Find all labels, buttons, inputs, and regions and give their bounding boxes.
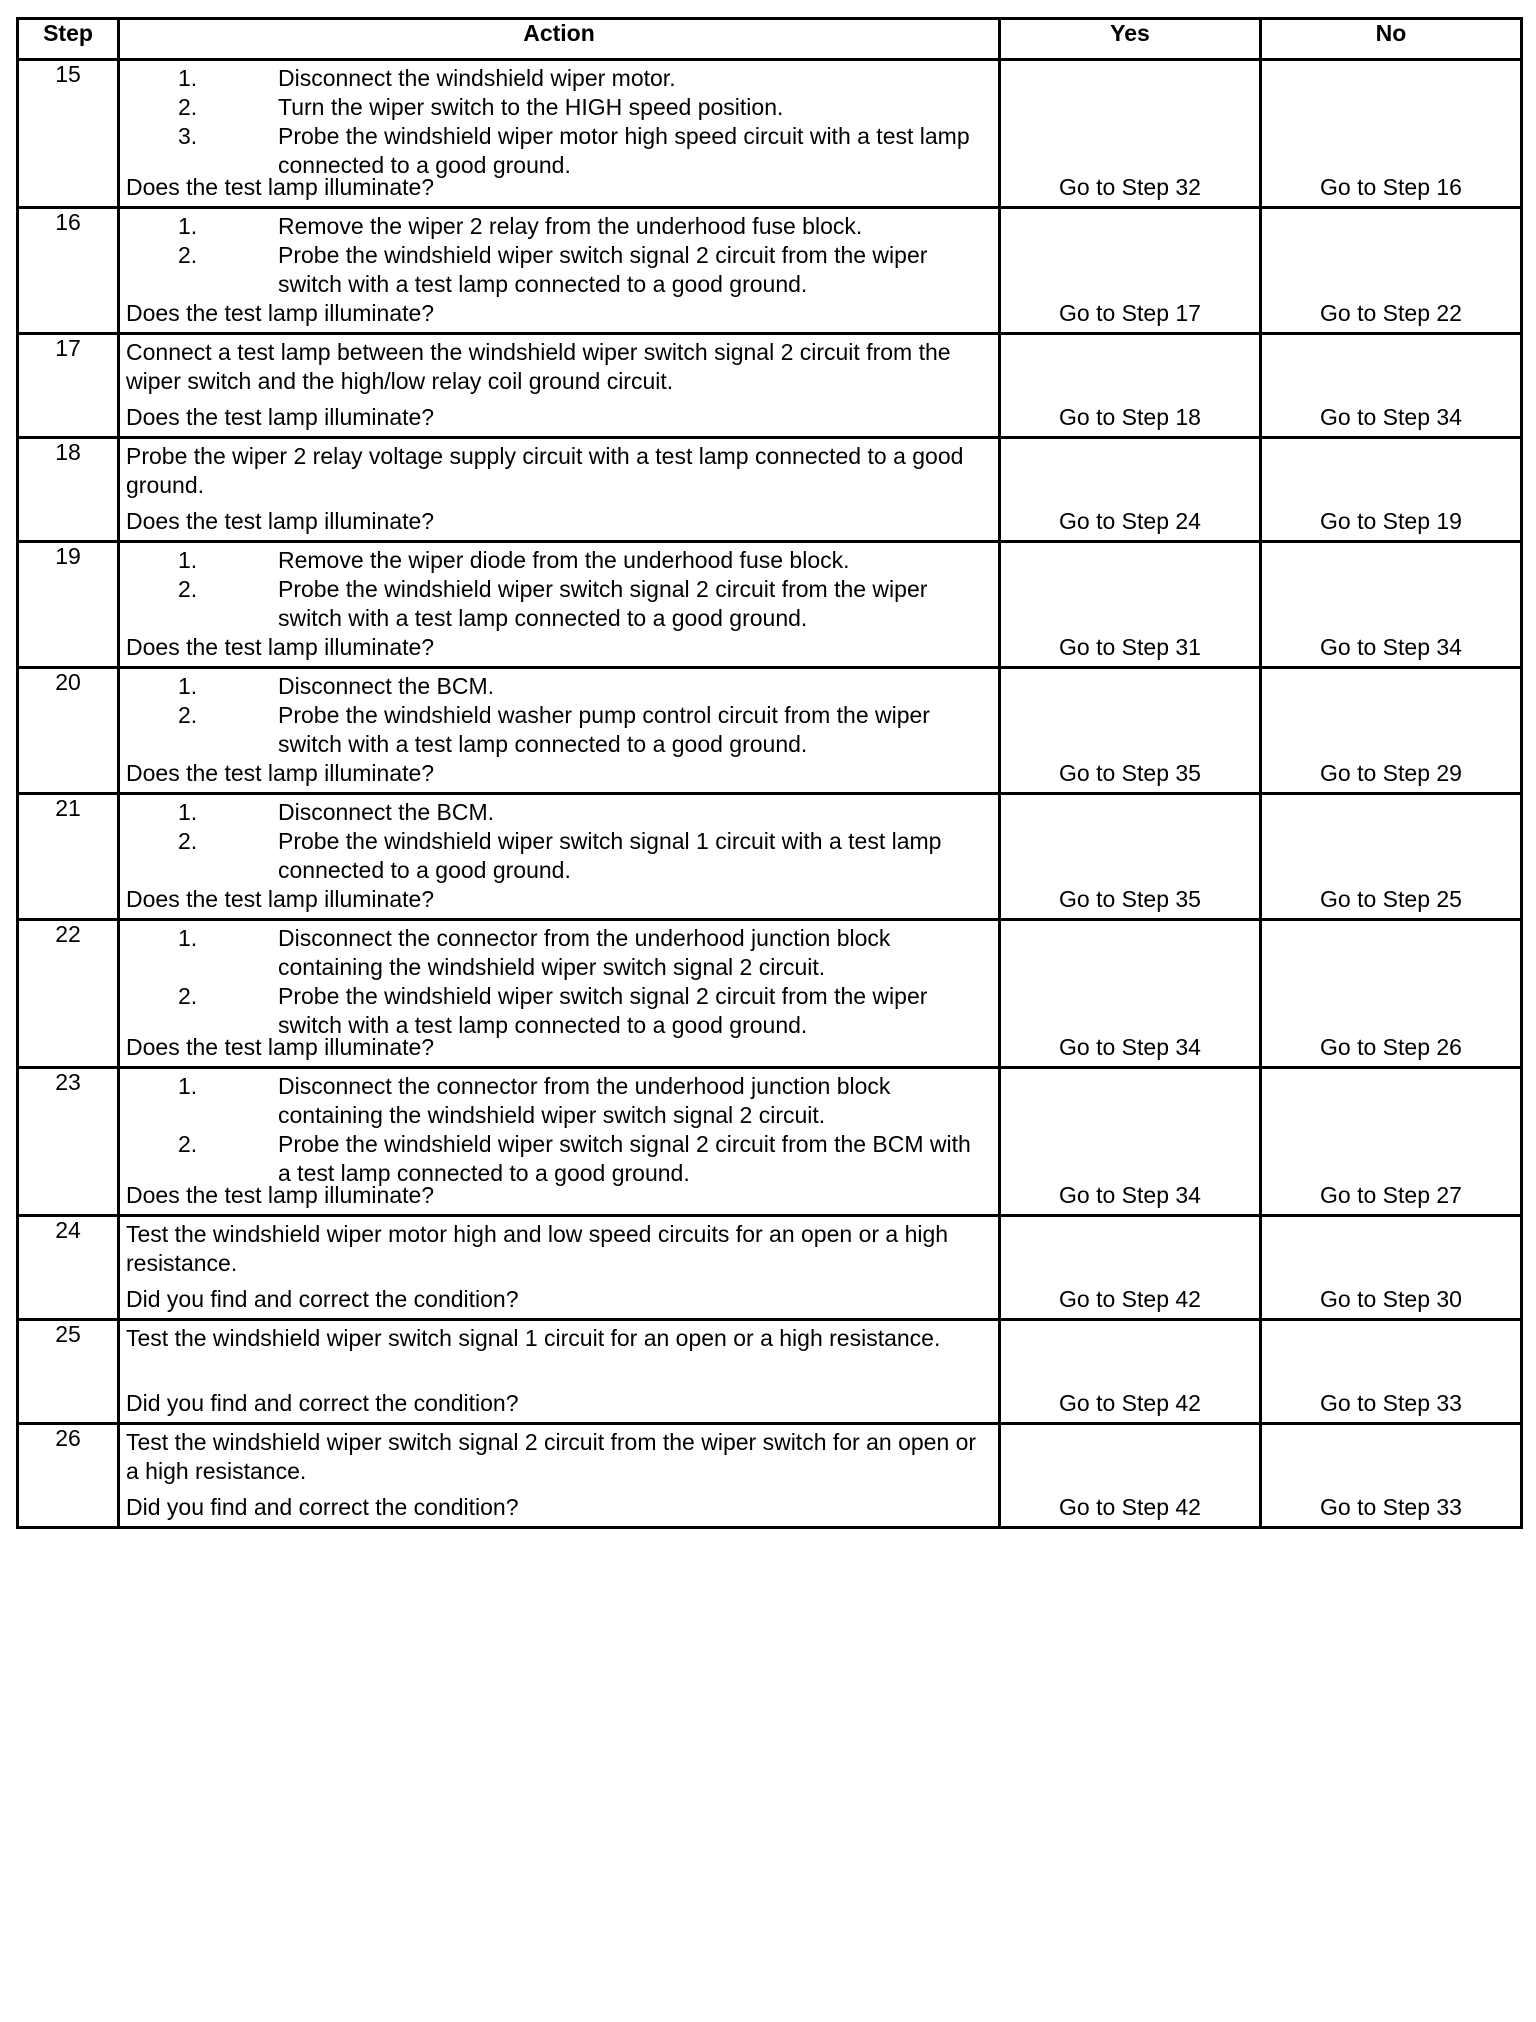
action-step-text: Probe the windshield wiper switch signal 2 circuit from the wiper switch with a test lamp connected to a good ground. <box>278 983 928 1038</box>
action-step-number: 2. <box>178 983 198 1009</box>
table-body <box>18 60 1522 1528</box>
action-step <box>126 546 988 575</box>
table-row <box>18 542 1522 668</box>
step-number: 22 <box>18 920 119 1068</box>
action-step <box>126 1130 988 1188</box>
action-cell <box>119 542 1000 668</box>
action-step-list <box>126 798 988 885</box>
header-step: Step <box>18 19 119 60</box>
action-content <box>120 1069 998 1214</box>
action-content <box>120 795 998 918</box>
action-step-list <box>126 64 988 180</box>
no-result: Go to Step 34 <box>1320 404 1462 430</box>
step-number: 16 <box>18 208 119 334</box>
yes-result: Go to Step 17 <box>1059 300 1201 326</box>
action-text: Connect a test lamp between the windshield wiper switch signal 2 circuit from the wiper switch and the high/low relay coil ground circuit. <box>126 339 951 394</box>
yes-cell <box>1000 60 1261 208</box>
action-step-text: Remove the wiper diode from the underhood fuse block. <box>278 547 850 573</box>
yes-cell <box>1000 542 1261 668</box>
action-question: Does the test lamp illuminate? <box>126 886 435 912</box>
no-result: Go to Step 26 <box>1320 1034 1462 1060</box>
action-step-number: 1. <box>178 65 198 91</box>
action-cell <box>119 1320 1000 1424</box>
action-content <box>120 543 998 666</box>
no-cell <box>1261 1216 1522 1320</box>
yes-result: Go to Step 35 <box>1059 760 1201 786</box>
action-step <box>126 93 988 122</box>
yes-cell <box>1000 794 1261 920</box>
action-cell <box>119 60 1000 208</box>
step-number: 18 <box>18 438 119 542</box>
action-step <box>126 672 988 701</box>
yes-result: Go to Step 42 <box>1059 1494 1201 1520</box>
yes-cell <box>1000 1216 1261 1320</box>
yes-cell <box>1000 438 1261 542</box>
action-step <box>126 827 988 885</box>
action-step <box>126 982 988 1040</box>
action-step-text: Probe the windshield wiper motor high speed circuit with a test lamp connected to a good ground. <box>278 123 970 178</box>
header-action: Action <box>119 19 1000 60</box>
no-result: Go to Step 19 <box>1320 508 1462 534</box>
action-content <box>120 61 998 206</box>
no-cell <box>1261 668 1522 794</box>
yes-result: Go to Step 24 <box>1059 508 1201 534</box>
action-step-text: Disconnect the BCM. <box>278 799 495 825</box>
action-step-number: 1. <box>178 1073 198 1099</box>
action-step <box>126 122 988 180</box>
action-question: Does the test lamp illuminate? <box>126 508 435 534</box>
action-cell <box>119 1216 1000 1320</box>
action-text: Test the windshield wiper motor high and low speed circuits for an open or a high resistance. <box>126 1221 949 1276</box>
step-number: 20 <box>18 668 119 794</box>
action-step <box>126 701 988 759</box>
action-cell <box>119 920 1000 1068</box>
action-content <box>120 669 998 792</box>
table-row <box>18 1068 1522 1216</box>
action-cell <box>119 1424 1000 1528</box>
no-result: Go to Step 29 <box>1320 760 1462 786</box>
action-step-number: 2. <box>178 242 198 268</box>
yes-cell <box>1000 668 1261 794</box>
table-row <box>18 1216 1522 1320</box>
action-step-text: Probe the windshield wiper switch signal 1 circuit with a test lamp connected to a good ground. <box>278 828 942 883</box>
table-row <box>18 794 1522 920</box>
action-content <box>120 1217 998 1318</box>
action-question: Does the test lamp illuminate? <box>126 1182 435 1208</box>
no-result: Go to Step 16 <box>1320 174 1462 200</box>
action-step-list <box>126 212 988 299</box>
action-step <box>126 241 988 299</box>
header-row <box>18 19 1522 60</box>
action-step-number: 2. <box>178 1131 198 1157</box>
action-step-text: Disconnect the BCM. <box>278 673 495 699</box>
table-row <box>18 1320 1522 1424</box>
action-step-list <box>126 924 988 1040</box>
step-number: 21 <box>18 794 119 920</box>
no-result: Go to Step 33 <box>1320 1390 1462 1416</box>
action-content <box>120 335 998 436</box>
yes-result: Go to Step 31 <box>1059 634 1201 660</box>
yes-cell <box>1000 920 1261 1068</box>
action-step-text: Probe the windshield wiper switch signal 2 circuit from the wiper switch with a test lamp connected to a good ground. <box>278 576 928 631</box>
action-question: Did you find and correct the condition? <box>126 1390 519 1416</box>
action-step-number: 2. <box>178 576 198 602</box>
action-step-text: Probe the windshield washer pump control circuit from the wiper switch with a test lamp connected to a good ground. <box>278 702 930 757</box>
action-question: Does the test lamp illuminate? <box>126 1034 435 1060</box>
action-step-text: Probe the windshield wiper switch signal 2 circuit from the wiper switch with a test lamp connected to a good ground. <box>278 242 928 297</box>
action-step-number: 2. <box>178 828 198 854</box>
table-row <box>18 438 1522 542</box>
action-question: Does the test lamp illuminate? <box>126 404 435 430</box>
action-step-number: 1. <box>178 925 198 951</box>
yes-result: Go to Step 34 <box>1059 1182 1201 1208</box>
table-row <box>18 334 1522 438</box>
step-number: 19 <box>18 542 119 668</box>
action-text: Probe the wiper 2 relay voltage supply circuit with a test lamp connected to a good ground. <box>126 443 964 498</box>
action-step-number: 1. <box>178 547 198 573</box>
table-row <box>18 668 1522 794</box>
action-step-text: Disconnect the connector from the underhood junction block containing the windshield wiper switch signal 2 circuit. <box>278 925 891 980</box>
no-cell <box>1261 60 1522 208</box>
no-result: Go to Step 25 <box>1320 886 1462 912</box>
step-number: 17 <box>18 334 119 438</box>
action-step-text: Probe the windshield wiper switch signal 2 circuit from the BCM with a test lamp connected to a good ground. <box>278 1131 971 1186</box>
table-row <box>18 60 1522 208</box>
step-number: 26 <box>18 1424 119 1528</box>
action-question: Did you find and correct the condition? <box>126 1494 519 1520</box>
table-row <box>18 208 1522 334</box>
action-step <box>126 1072 988 1130</box>
action-content <box>120 439 998 540</box>
no-cell <box>1261 794 1522 920</box>
yes-result: Go to Step 42 <box>1059 1286 1201 1312</box>
action-step <box>126 798 988 827</box>
yes-result: Go to Step 32 <box>1059 174 1201 200</box>
no-result: Go to Step 27 <box>1320 1182 1462 1208</box>
no-cell <box>1261 334 1522 438</box>
action-text: Test the windshield wiper switch signal 1 circuit for an open or a high resistance. <box>126 1325 941 1351</box>
action-step <box>126 575 988 633</box>
action-step-list <box>126 672 988 759</box>
yes-result: Go to Step 34 <box>1059 1034 1201 1060</box>
yes-cell <box>1000 1424 1261 1528</box>
header-no: No <box>1261 19 1522 60</box>
action-content <box>120 1425 998 1526</box>
no-result: Go to Step 33 <box>1320 1494 1462 1520</box>
yes-cell <box>1000 1068 1261 1216</box>
action-step-number: 1. <box>178 213 198 239</box>
table-row <box>18 1424 1522 1528</box>
action-step <box>126 924 988 982</box>
no-cell <box>1261 438 1522 542</box>
step-number: 23 <box>18 1068 119 1216</box>
action-question: Does the test lamp illuminate? <box>126 760 435 786</box>
action-question: Does the test lamp illuminate? <box>126 300 435 326</box>
action-step-number: 2. <box>178 94 198 120</box>
action-step-number: 3. <box>178 123 198 149</box>
table-row <box>18 920 1522 1068</box>
no-result: Go to Step 22 <box>1320 300 1462 326</box>
action-step-text: Disconnect the windshield wiper motor. <box>278 65 676 91</box>
action-cell <box>119 794 1000 920</box>
action-text: Test the windshield wiper switch signal 2 circuit from the wiper switch for an open or a high resistance. <box>126 1429 977 1484</box>
action-question: Does the test lamp illuminate? <box>126 174 435 200</box>
action-step-number: 2. <box>178 702 198 728</box>
step-number: 25 <box>18 1320 119 1424</box>
no-result: Go to Step 30 <box>1320 1286 1462 1312</box>
step-number: 15 <box>18 60 119 208</box>
action-content <box>120 921 998 1066</box>
action-cell <box>119 668 1000 794</box>
action-step <box>126 212 988 241</box>
yes-cell <box>1000 334 1261 438</box>
no-cell <box>1261 1320 1522 1424</box>
action-step-number: 1. <box>178 799 198 825</box>
step-number: 24 <box>18 1216 119 1320</box>
action-cell <box>119 438 1000 542</box>
no-cell <box>1261 1068 1522 1216</box>
action-cell <box>119 1068 1000 1216</box>
action-cell <box>119 334 1000 438</box>
action-question: Does the test lamp illuminate? <box>126 634 435 660</box>
action-step-text: Remove the wiper 2 relay from the underhood fuse block. <box>278 213 863 239</box>
action-step-text: Disconnect the connector from the underhood junction block containing the windshield wiper switch signal 2 circuit. <box>278 1073 891 1128</box>
action-step <box>126 64 988 93</box>
no-cell <box>1261 542 1522 668</box>
action-step-text: Turn the wiper switch to the HIGH speed position. <box>278 94 784 120</box>
action-question: Did you find and correct the condition? <box>126 1286 519 1312</box>
action-cell <box>119 208 1000 334</box>
no-cell <box>1261 1424 1522 1528</box>
action-step-list <box>126 546 988 633</box>
action-content <box>120 1321 998 1422</box>
yes-result: Go to Step 35 <box>1059 886 1201 912</box>
action-content <box>120 209 998 332</box>
header-yes: Yes <box>1000 19 1261 60</box>
no-cell <box>1261 920 1522 1068</box>
action-step-list <box>126 1072 988 1188</box>
diagnostic-table <box>16 17 1523 1529</box>
yes-result: Go to Step 42 <box>1059 1390 1201 1416</box>
action-step-number: 1. <box>178 673 198 699</box>
no-cell <box>1261 208 1522 334</box>
no-result: Go to Step 34 <box>1320 634 1462 660</box>
yes-cell <box>1000 208 1261 334</box>
yes-result: Go to Step 18 <box>1059 404 1201 430</box>
yes-cell <box>1000 1320 1261 1424</box>
